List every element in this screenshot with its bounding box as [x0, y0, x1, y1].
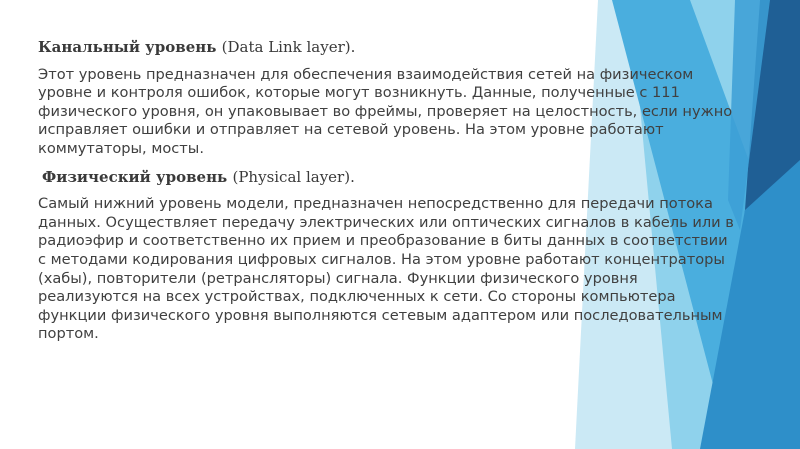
section-heading-physical	[38, 168, 738, 187]
heading-ru: Канальный уровень	[38, 38, 217, 56]
heading-ru: Физический уровень	[42, 167, 228, 186]
heading-en: (Physical layer).	[232, 167, 355, 186]
section-heading-data-link	[38, 38, 738, 57]
heading-en: (Data Link layer).	[221, 38, 356, 56]
slide-content	[38, 38, 738, 344]
section-body-physical: Самый нижний уровень модели, предназначен непосредственно для передачи потока данных. Осуществляет передачу электрических или оптических сигналов в кабель или в радиоэфир и соответственно их прием и преобразование в биты данных в соответствии с методами кодирования цифровых сигналов. На этом уровне работают концентраторы (хабы), повторители (ретрансляторы) сигнала. Функции физического уровня реализуются на всех устройствах, подключенных к сети. Со стороны компьютера функции физического уровня выполняются сетевым адаптером или последовательным портом.	[38, 195, 734, 343]
section-body-data-link: Этот уровень предназначен для обеспечения взаимодействия сетей на физическом уровне и контроля ошибок, которые могут возникнуть. Данные, полученные с 111 физического уровня, он упаковывает во фреймы, проверяет на целостность, если нужно исправляет ошибки и отправляет на сетевой уровень. На этом уровне работают коммутаторы, мосты.	[38, 65, 733, 157]
